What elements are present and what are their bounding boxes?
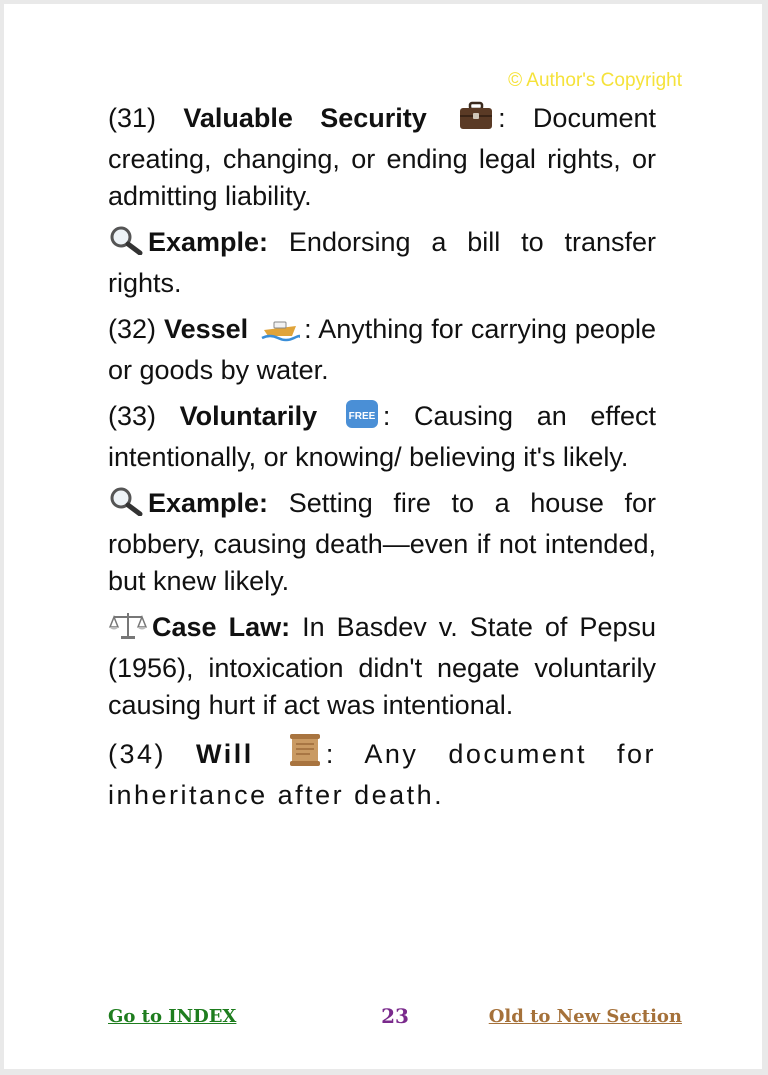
case-law-label: Case Law: — [152, 612, 291, 642]
definition-text: : Anything for carrying people or goods by water. — [108, 314, 656, 385]
document-page — [4, 4, 762, 1069]
definition-33 — [108, 398, 656, 476]
free-badge-icon — [345, 399, 379, 439]
definition-term: Vessel — [164, 314, 249, 344]
scales-icon — [108, 610, 148, 650]
definition-31 — [108, 100, 656, 215]
boat-icon — [260, 312, 300, 352]
definition-34 — [108, 733, 656, 814]
definition-number: (31) — [108, 103, 157, 133]
example-31 — [108, 224, 656, 302]
definition-term: Will — [196, 739, 254, 769]
definition-32 — [108, 311, 656, 389]
old-to-new-section-link[interactable]: Old to New Section — [488, 1006, 682, 1027]
example-33 — [108, 485, 656, 600]
example-label: Example: — [148, 227, 269, 257]
magnifier-icon — [108, 225, 144, 265]
briefcase-icon — [458, 101, 494, 141]
definition-term: Valuable Security — [183, 103, 427, 133]
definition-text: : Any document for inheritance after death. — [108, 739, 656, 810]
case-law-text: In Basdev v. State of Pepsu (1956), intoxication didn't negate voluntarily causing hurt if act was intentional. — [108, 612, 656, 720]
example-text: Endorsing a bill to transfer rights. — [108, 227, 656, 298]
example-label: Example: — [148, 488, 269, 518]
copyright-notice: © Author's Copyright — [508, 70, 682, 91]
definition-number: (32) — [108, 314, 157, 344]
scroll-icon — [288, 733, 322, 777]
definitions-content — [108, 100, 656, 823]
go-to-index-link[interactable]: Go to INDEX — [108, 1006, 237, 1027]
case-law-33 — [108, 609, 656, 724]
definition-term: Voluntarily — [179, 401, 318, 431]
definition-text: : Causing an effect intentionally, or knowing/ believing it's likely. — [108, 401, 656, 472]
example-text: Setting fire to a house for robbery, causing death—even if not intended, but knew likely. — [108, 488, 656, 596]
page-footer — [108, 1004, 682, 1034]
svg-text:FREE: FREE — [348, 411, 376, 422]
definition-number: (33) — [108, 401, 157, 431]
definition-number: (34) — [108, 739, 167, 769]
magnifier-icon — [108, 486, 144, 526]
page-number: 23 — [381, 1004, 409, 1028]
definition-text: : Document creating, changing, or ending legal rights, or admitting liability. — [108, 103, 656, 211]
